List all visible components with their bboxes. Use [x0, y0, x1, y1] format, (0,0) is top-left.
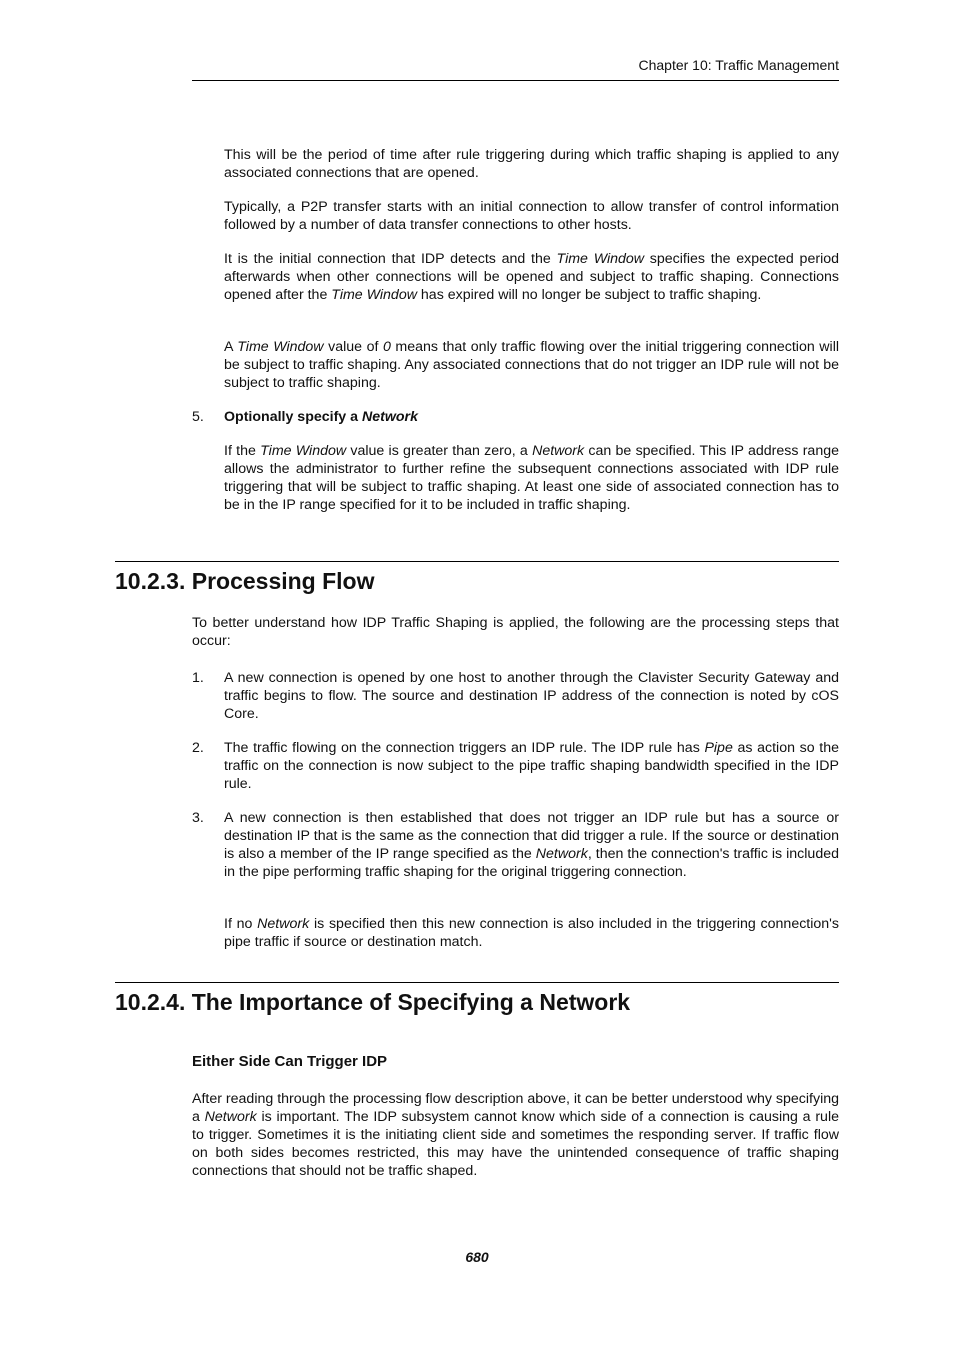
paragraph-either-side: After reading through the processing flow description above, it can be better understood why specifying a Network is important. The IDP subsystem cannot know which side of a connection is causing a rule to trigger. Sometimes it is the initiating client side and sometimes the responding server. If traffic flow on both sides becomes restricted, this may have the unintended consequence of traffic shaping connections that should not be traffic shaped. — [192, 1091, 839, 1179]
step-number: 5. — [192, 409, 204, 425]
running-header: Chapter 10: Traffic Management — [638, 57, 839, 73]
section-heading: 10.2.3. Processing Flow — [115, 568, 375, 594]
paragraph-flow-intro: To better understand how IDP Traffic Shaping is applied, the following are the processing steps that occur: — [192, 615, 839, 649]
section-rule — [115, 982, 839, 983]
section-rule — [115, 561, 839, 562]
list-number: 3. — [192, 810, 204, 826]
paragraph-period: This will be the period of time after rule triggering during which traffic shaping is applied to any associated connections that are opened. — [224, 147, 839, 181]
list-item: The traffic flowing on the connection triggers an IDP rule. The IDP rule has Pipe as action so the traffic on the connection is now subject to the pipe traffic shaping bandwidth specified in the IDP rule. — [224, 740, 839, 792]
page-number: 680 — [465, 1249, 489, 1265]
section-heading: 10.2.4. The Importance of Specifying a Network — [115, 989, 631, 1015]
paragraph-time-window-zero: A Time Window value of 0 means that only traffic flowing over the initial triggering connection will be subject to traffic shaping. Any associated connections that do not trigger an IDP rule will not be subject to traffic shaping. — [224, 339, 840, 391]
header-rule — [192, 80, 839, 81]
subsection-heading: Either Side Can Trigger IDP — [192, 1053, 388, 1070]
paragraph-p2p: Typically, a P2P transfer starts with an initial connection to allow transfer of control information followed by a number of data transfer connections to other hosts. — [224, 199, 839, 233]
paragraph-network-range: If the Time Window value is greater than zero, a Network can be specified. This IP address range allows the administrator to further refine the subsequent connections associated with IDP rule triggering that will be subject to traffic shaping. At least one side of associated connection has to be in the IP range specified for it to be included in traffic shaping. — [224, 443, 839, 513]
list-number: 1. — [192, 670, 204, 686]
list-item: A new connection is then established that does not trigger an IDP rule but has a source or destination IP that is the same as the connection that did trigger a rule. If the source or destination is also a member of the IP range specified as the Network, then the connection's traffic is included in the pipe performing traffic shaping for the original triggering connection. — [224, 810, 839, 880]
paragraph-initial-connection: It is the initial connection that IDP detects and the Time Window specifies the expected period afterwards when other connections will be opened and subject to traffic shaping. Connections opened after the Time Window has expired will no longer be subject to traffic shaping. — [224, 251, 840, 303]
paragraph-no-network: If no Network is specified then this new connection is also included in the triggering connection's pipe traffic if source or destination match. — [224, 916, 839, 950]
step-title: Optionally specify a Network — [224, 409, 418, 425]
list-number: 2. — [192, 740, 204, 756]
list-item: A new connection is opened by one host to another through the Clavister Security Gateway and traffic begins to flow. The source and destination IP address of the connection is noted by cOS Core. — [224, 670, 839, 722]
